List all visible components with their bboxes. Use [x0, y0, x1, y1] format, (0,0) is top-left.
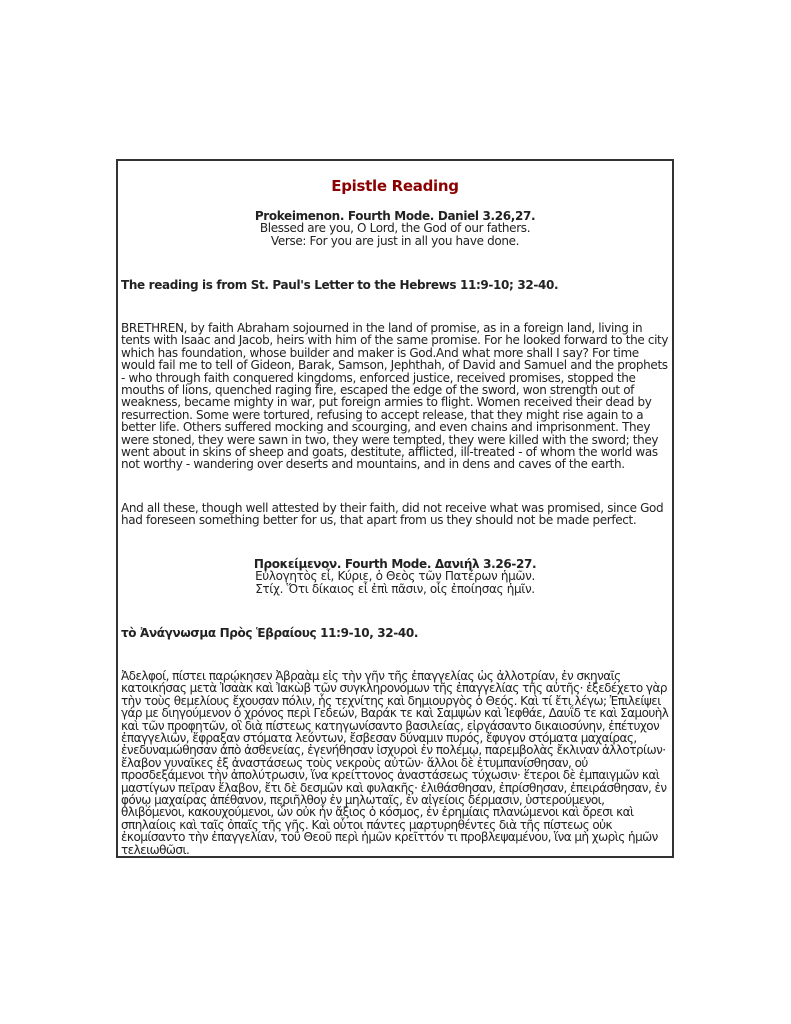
page-title: Epistle Reading: [331, 177, 459, 195]
reading-heading-greek: τὸ Ἀνάγνωσμα Πρὸς Ἑβραίους 11:9-10, 32-40.: [121, 626, 419, 640]
prokeimenon-greek: [121, 558, 669, 595]
prokeimenon-line: Εὐλογητὸς εἶ, Κύριε, ὁ Θεὸς τῶν Πατέρων ἡμῶν.: [255, 569, 535, 584]
reading-frame: [116, 159, 674, 858]
prokeimenon-verse: Στίχ. Ὅτι δίκαιος εἶ ἐπὶ πᾶσιν, οἷς ἐποίησας ἡμῖν.: [255, 581, 535, 596]
reading-paragraph: BRETHREN, by faith Abraham sojourned in the land of promise, as in a foreign land, living in tents with Isaac and Jacob, heirs with him of the same promise. For he looked forward to the city which has foundation, whose builder and maker is God.And what more shall I say? For time would fail me to tell of Gideon, Barak, Samson, Jephthah, of David and Samuel and the prophets - who through faith conquered kingdoms, enforced justice, received promises, stopped the mouths of lions, quenched raging fire, escaped the edge of the sword, won strength out of weakness, became mighty in war, put foreign armies to flight. Women received their dead by resurrection. Some were tortured, refusing to accept release, that they might rise again to a better life. Others suffered mocking and scourging, and even chains and imprisonment. They were stoned, they were sawn in two, they were tempted, they were killed with the sword; they went about in skins of sheep and goats, destitute, afflicted, ill-treated - of whom the world was not worthy - wandering over deserts and mountains, and in dens and caves of the earth.: [121, 321, 669, 472]
prokeimenon-heading: Prokeimenon. Fourth Mode. Daniel 3.26,27.: [254, 209, 536, 223]
prokeimenon-verse: Verse: For you are just in all you have done.: [270, 233, 520, 248]
reading-paragraph-greek: Ἀδελφοί, πίστει παρῴκησεν Ἀβραὰμ εἰς τὴν γῆν τῆς ἐπαγγελίας ὡς ἀλλοτρίαν, ἐν σκηναῖς κατοικήσας μετὰ Ἰσαὰκ καὶ Ἰακὼβ τῶν συγκληρονόμων τῆς ἐπαγγελίας τῆς αὐτῆς· ἐξεδέχετο γὰρ τὴν τοὺς θεμελίους ἔχουσαν πόλιν, ἧς τεχνίτης καὶ δημιουργὸς ὁ Θεός. Καὶ τί ἔτι λέγω; Ἐπιλείψει γάρ με διηγούμενον ὁ χρόνος περὶ Γεδεών, Βαράκ τε καὶ Σαμψὼν καὶ Ἰεφθάε, Δαυΐδ τε καὶ Σαμουὴλ καὶ τῶν προφητῶν, οἳ διὰ πίστεως κατηγωνίσαντο βασιλείας, εἰργάσαντο δικαιοσύνην, ἐπέτυχον ἐπαγγελιῶν, ἔφραξαν στόματα λεόντων, ἔσβεσαν δύναμιν πυρός, ἔφυγον στόματα μαχαίρας, ἐνεδυναμώθησαν ἀπὸ ἀσθενείας, ἐγενήθησαν ἰσχυροὶ ἐν πολέμῳ, παρεμβολὰς ἔκλιναν ἀλλοτρίων· ἔλαβον γυναῖκες ἐξ ἀναστάσεως τοὺς νεκροὺς αὐτῶν· ἄλλοι δὲ ἐτυμπανίσθησαν, οὐ προσδεξάμενοι τὴν ἀπολύτρωσιν, ἵνα κρείττονος ἀναστάσεως τύχωσιν· ἕτεροι δὲ ἐμπαιγμῶν καὶ μαστίγων πεῖραν ἔλαβον, ἔτι δὲ δεσμῶν καὶ φυλακῆς· ἐλιθάσθησαν, ἐπρίσθησαν, ἐπειράσθησαν, ἐν φόνῳ μαχαίρας ἀπέθανον, περιῆλθον ἐν μηλωταῖς, ἐν αἰγείοις δέρμασιν, ὑστερούμενοι, θλιβόμενοι, κακουχούμενοι, ὧν οὐκ ἦν ἄξιος ὁ κόσμος, ἐν ἐρημίαις πλανώμενοι καὶ ὄρεσι καὶ σπηλαίοις καὶ ταῖς ὀπαῖς τῆς γῆς. Καὶ οὗτοι πάντες μαρτυρηθέντες διὰ τῆς πίστεως οὐκ ἐκομίσαντο τὴν ἐπαγγελίαν, τοῦ Θεοῦ περὶ ἡμῶν κρεῖττόν τι προβλεψαμένου, ἵνα μὴ χωρὶς ἡμῶν τελειωθῶσι.: [121, 669, 669, 857]
prokeimenon-heading: Προκείμενον. Fourth Mode. Δανιήλ 3.26-27.: [253, 557, 537, 571]
reading-paragraph: And all these, though well attested by their faith, did not receive what was promised, since God had foreseen something better for us, that apart from us they should not be made perfect.: [121, 501, 664, 528]
prokeimenon-line: Blessed are you, O Lord, the God of our fathers.: [259, 221, 531, 236]
reading-heading-english: The reading is from St. Paul's Letter to the Hebrews 11:9-10; 32-40.: [121, 278, 559, 292]
prokeimenon-english: [121, 210, 669, 247]
